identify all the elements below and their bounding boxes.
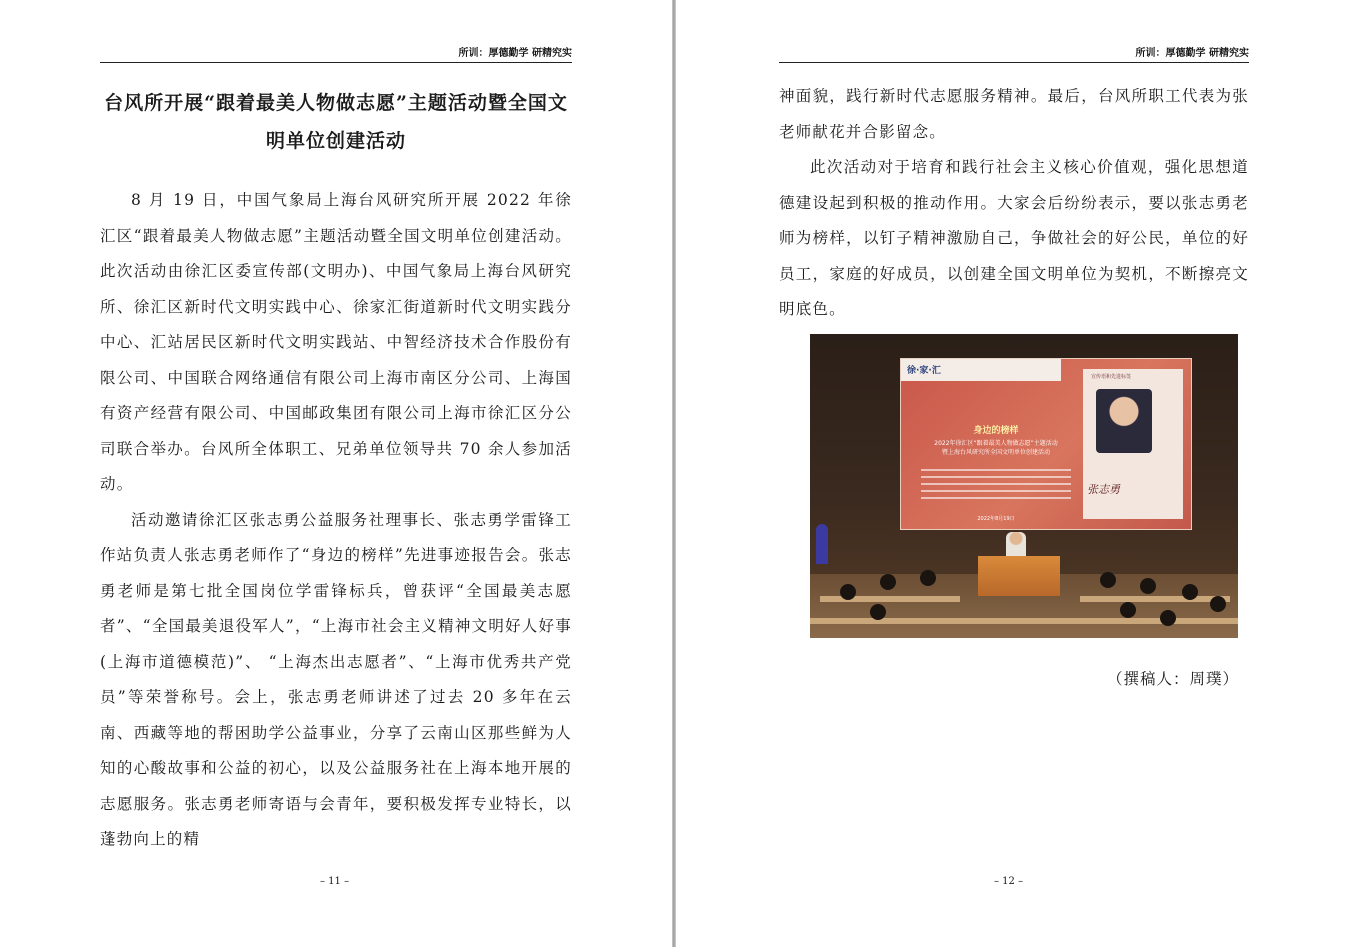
left-page: [0, 0, 672, 947]
audience-head: [1210, 596, 1226, 612]
podium: [978, 556, 1060, 596]
right-page-number-text: – 12 –: [994, 876, 1024, 887]
audience-head: [1182, 584, 1198, 600]
screen-subtitle-1: 2022年徐汇区“跟着最美人物做志愿”主题活动: [934, 440, 1058, 447]
right-page-header: 所训：厚德勤学 研精究实: [779, 48, 1249, 63]
left-page-header: 所训：厚德勤学 研精究实: [100, 48, 572, 63]
left-page-number-text: – 11 –: [320, 876, 350, 887]
speaker-portrait: [1096, 389, 1152, 453]
screen-signature: 张志勇: [1087, 483, 1120, 496]
paragraph-3: 此次活动对于培育和践行社会主义核心价值观，强化思想道德建设起到积极的推动作用。大家会后纷纷表示，要以张志勇老师为榜样，以钉子精神激励自己，争做社会的好公民，单位的好员工，家庭的好成员，以创建全国文明单位为契机，不断擦亮文明底色。: [779, 158, 1249, 318]
left-body-text: [100, 183, 572, 858]
screen-organizer-list: [921, 469, 1071, 504]
article-title: [100, 84, 572, 160]
audience-head: [870, 604, 886, 620]
audience-head: [920, 570, 936, 586]
desk-row: [1080, 596, 1230, 602]
screen-subtitle: [911, 439, 1081, 457]
speaker-figure: [1006, 532, 1026, 558]
projection-screen: [900, 358, 1192, 530]
right-body-text: [779, 79, 1249, 328]
paragraph-2-continued: 神面貌，践行新时代志愿服务精神。最后，台风所职工代表为张老师献花并合影留念。: [779, 87, 1249, 141]
author-byline: （撰稿人：周璞）: [1106, 670, 1239, 688]
screen-logo: 徐·家·汇: [907, 366, 941, 376]
event-photo: [810, 334, 1238, 638]
screen-subtitle-2: 暨上海台风研究所全国文明单位创建活动: [941, 449, 1050, 456]
audience-head: [1100, 572, 1116, 588]
audience-head: [840, 584, 856, 600]
screen-heading: 身边的榜样: [973, 426, 1019, 436]
screen-date: 2022年8月19日: [977, 516, 1015, 522]
audience-head: [1140, 578, 1156, 594]
article-title-line-2: 明单位创建活动: [265, 130, 406, 152]
article-title-line-1: 台风所开展“跟着最美人物做志愿”主题活动暨全国文: [104, 92, 568, 114]
right-page: [676, 0, 1348, 947]
audience-head: [880, 574, 896, 590]
paragraph-2: 活动邀请徐汇区张志勇公益服务社理事长、张志勇学雷锋工作站负责人张志勇老师作了“身边的榜样”先进事迹报告会。张志勇老师是第七批全国岗位学雷锋标兵，曾获评“全国最美志愿者”、“全国最美退役军人”，“上海市社会主义精神文明好人好事(上海市道德模范)”、 “上海杰出志愿者”、“上海市优秀共产党员”等荣誉称号。会上，张志勇老师讲述了过去 20 多年在云南、西藏等地的帮困助学公益事业，分享了云南山区那些鲜为人知的心酸故事和公益的初心，以及公益服务社在上海本地开展的志愿服务。张志勇老师寄语与会青年，要积极发挥专业特长，以蓬勃向上的精: [100, 510, 572, 848]
audience-head: [1120, 602, 1136, 618]
flag: [816, 524, 828, 564]
audience-head: [1160, 610, 1176, 626]
screen-side-title: 宣传语和先进标签: [1091, 374, 1132, 380]
paragraph-1: 8 月 19 日，中国气象局上海台风研究所开展 2022 年徐汇区“跟着最美人物做志愿”主题活动暨全国文明单位创建活动。此次活动由徐汇区委宣传部(文明办)、中国气象局上海台风研究所、徐汇区新时代文明实践中心、徐家汇街道新时代文明实践分中心、汇站居民区新时代文明实践站、中智经济技术合作股份有限公司、中国联合网络通信有限公司上海市南区分公司、上海国有资产经营有限公司、中国邮政集团有限公司上海市徐汇区分公司联合举办。台风所全体职工、兄弟单位领导共 70 余人参加活动。: [100, 191, 572, 493]
